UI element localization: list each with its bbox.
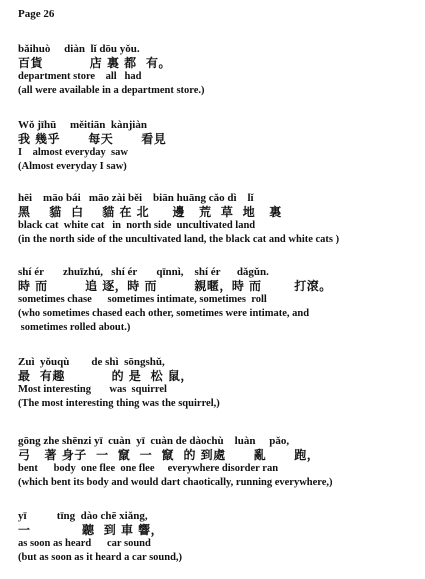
translation-line: (which bent its body and would dart chaotically, running everywhere,) [18, 477, 333, 488]
entry-3 [18, 191, 418, 247]
pinyin-line: gōng zhe shēnzi yī cuàn yī cuàn de dàochù luàn pǎo, [18, 435, 290, 447]
chinese-line: 弓 著 身子 一 竄 一 竄 的 到處 亂 跑， [18, 448, 320, 462]
gloss-line: black cat white cat in north side uncultivated land [18, 220, 256, 231]
chinese-line: 一 聽 到 車 響， [18, 523, 164, 537]
pinyin-line: bǎihuò diàn lǐ dōu yǒu. [18, 43, 140, 55]
gloss-line: Most interesting was squirrel [18, 384, 167, 395]
chinese-line: 我 幾乎 每天 看見 [18, 132, 167, 146]
entry-5 [18, 355, 418, 411]
entry-1 [18, 42, 418, 98]
translation-line: (but as soon as it heard a car sound,) [18, 552, 183, 563]
pinyin-line: shí ér zhuīzhú, shí ér qīnnì, shí ér dǎgǔn. [18, 266, 269, 278]
entry-7 [18, 509, 418, 565]
pinyin-line: yī tīng dào chē xiǎng, [18, 510, 148, 522]
gloss-line: as soon as heard car sound [18, 538, 151, 549]
translation-line: (all were available in a department store.) [18, 85, 205, 96]
entry-6 [18, 434, 418, 490]
gloss-line: bent body one flee one flee everywhere disorder ran [18, 463, 279, 474]
pinyin-line: Zuì yǒuqù de shì sōngshǔ, [18, 356, 165, 368]
page-header: Page 26 [18, 8, 55, 20]
chinese-line: 時 而 追 逐，時 而 親暱，時 而 打滾。 [18, 279, 332, 293]
chinese-line: 最 有趣 的 是 松 鼠， [18, 369, 193, 383]
gloss-line: I almost everyday saw [18, 147, 128, 158]
entry-2 [18, 118, 418, 174]
translation-line: sometimes rolled about.) [18, 322, 131, 333]
chinese-line: 百貨 店 裏 都 有。 [18, 56, 171, 70]
pinyin-line: hēi māo bái māo zài běi biān huāng cǎo dì lǐ [18, 192, 254, 204]
translation-line: (in the north side of the uncultivated land, the black cat and white cats ) [18, 234, 340, 245]
chinese-line: 黑 貓 白 貓 在 北 邊 荒 草 地 裏 [18, 205, 282, 219]
translation-line: (The most interesting thing was the squirrel,) [18, 398, 220, 409]
entry-4 [18, 265, 418, 335]
gloss-line: department store all had [18, 71, 142, 82]
translation-line: (Almost everyday I saw) [18, 161, 127, 172]
translation-line: (who sometimes chased each other, sometimes were intimate, and [18, 308, 310, 319]
gloss-line: sometimes chase sometimes intimate, sometimes roll [18, 294, 267, 305]
pinyin-line: Wǒ jīhū měitiān kànjiàn [18, 119, 147, 131]
